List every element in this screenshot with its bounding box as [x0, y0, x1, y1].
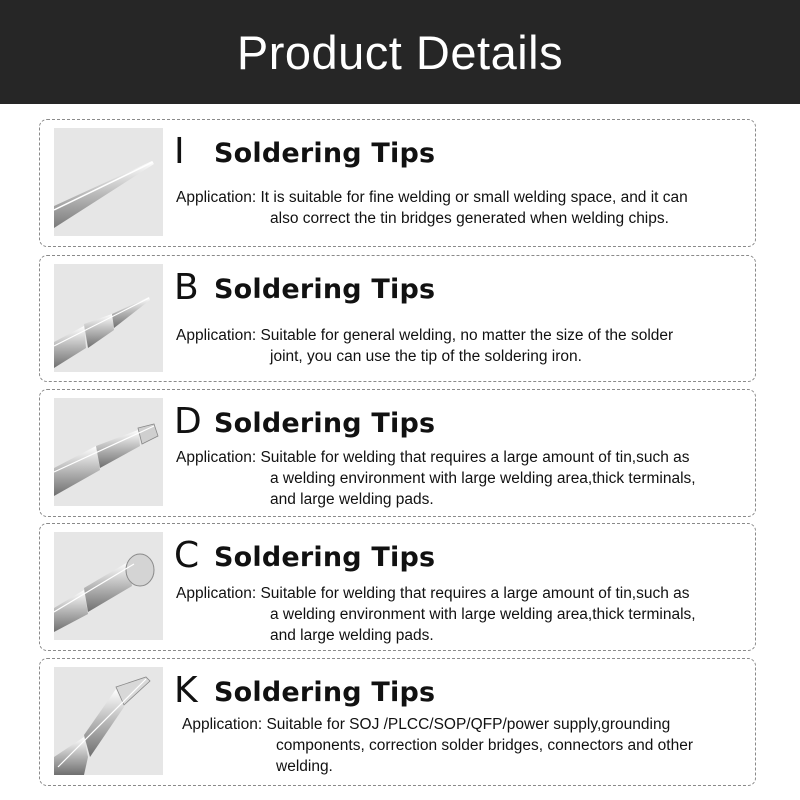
application-text: and large welding pads.: [270, 627, 434, 644]
application-text: a welding environment with large welding area,thick terminals,: [270, 606, 696, 623]
tip-card-d: [39, 389, 756, 517]
application-text: also correct the tin bridges generated when welding chips.: [270, 210, 669, 227]
soldering-tip-d-image: [54, 398, 163, 506]
tip-letter: I: [174, 131, 185, 172]
tip-letter: B: [174, 267, 199, 308]
application-label: Application:: [182, 716, 263, 733]
tip-title: Soldering Tips: [214, 677, 436, 708]
soldering-tip-c-image: [54, 532, 163, 640]
application-text: a welding environment with large welding area,thick terminals,: [270, 470, 696, 487]
soldering-tip-b-image: [54, 264, 163, 372]
page-title: Product Details: [236, 25, 564, 79]
tip-title: Soldering Tips: [214, 138, 436, 169]
application-text: Suitable for welding that requires a large amount of tin,such as: [260, 449, 690, 466]
application-text: Suitable for welding that requires a large amount of tin,such as: [260, 585, 690, 602]
soldering-tip-k-image: [54, 667, 163, 775]
tip-title: Soldering Tips: [214, 408, 436, 439]
application-text: Suitable for general welding, no matter the size of the solder: [260, 327, 674, 344]
application-label: Application:: [176, 585, 257, 602]
tip-letter: C: [174, 535, 200, 576]
tip-letter: K: [174, 670, 198, 711]
application-label: Application:: [176, 449, 257, 466]
application-text: It is suitable for fine welding or small welding space, and it can: [260, 189, 688, 206]
tip-letter: D: [174, 401, 202, 442]
application-text: welding.: [276, 758, 333, 775]
tip-title: Soldering Tips: [214, 274, 436, 305]
application-label: Application:: [176, 189, 257, 206]
tip-title: Soldering Tips: [214, 542, 436, 573]
tip-card-i: [39, 119, 756, 247]
application-label: Application:: [176, 327, 257, 344]
application-text: joint, you can use the tip of the soldering iron.: [270, 348, 582, 365]
application-text: and large welding pads.: [270, 491, 434, 508]
soldering-tip-i-image: [54, 128, 163, 236]
tip-card-c: [39, 523, 756, 651]
header-banner: [0, 0, 800, 104]
application-text: Suitable for SOJ /PLCC/SOP/QFP/power supply,grounding: [266, 716, 671, 733]
tip-card-k: [39, 658, 756, 786]
tip-card-b: [39, 255, 756, 382]
application-text: components, correction solder bridges, connectors and other: [276, 737, 694, 754]
